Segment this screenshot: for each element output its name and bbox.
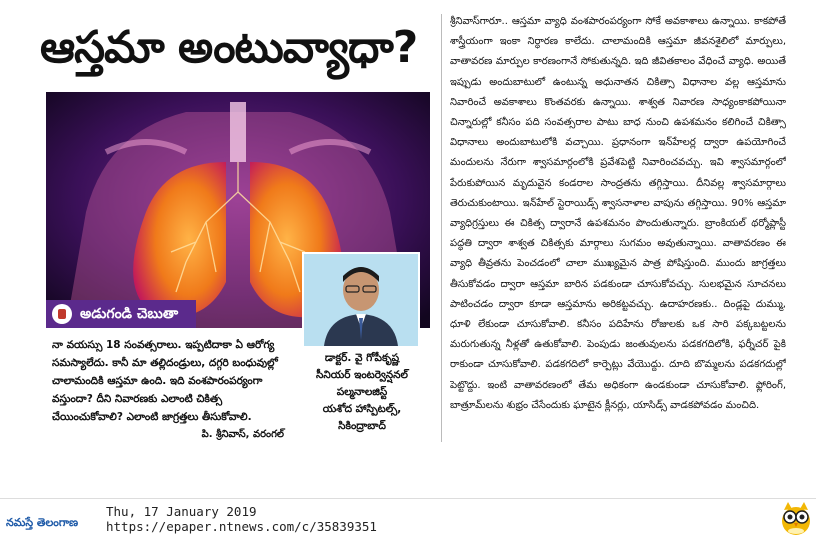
epaper-url[interactable]: https://epaper.ntnews.com/c/35839351 (106, 519, 377, 534)
article-headline: ఆస్తమా అంటువ్యాధా? (40, 22, 418, 73)
doctor-hospital: యశోద హాస్పిటల్స్, (322, 403, 402, 415)
column-name: అడుగండి చెబుతా (80, 306, 179, 322)
doctor-credit (290, 350, 434, 435)
column-divider (441, 14, 442, 442)
doctor-city: సికింద్రాబాద్ (338, 420, 386, 432)
reader-question: నా వయస్సు 18 సంవత్సరాలు. ఇప్పటిదాకా ఏ ఆరోగ్య సమస్యాలేదు. కానీ మా తల్లిదండ్రులు, దగ్గరి బంధువుల్లో చాలామందికి ఆస్తమా ఉంది. ఇది వంశపారంపర్యంగా వస్తుందా? దీని నివారణకు ఎలాంటి చికిత్స చేయించుకోవాలి? ఎలాంటి జాగ్రత్తలు తీసుకోవాలి. (52, 339, 278, 423)
owl-mascot-icon[interactable] (780, 500, 812, 536)
doctor-answer: శ్రీనివాస్‌గారూ.. ఆస్తమా వ్యాధి వంశపారంపర్యంగా సోకే అవకాశాలు ఉన్నాయి. కాకపోతే శాస్త్రీయంగా ఇంకా నిర్ధారణ కాలేదు. చాలామందికి ఆస్తమా జీవనశైలిలో మార్పులు, వాతావరణ మార్పుల కారణంగానే సోకుతున్నది. ఇది జీవితకాలం వేధించే వ్యాధి. అయితే ఇప్పుడు అందుబాటులో ఉంటున్న అధునాతన చికిత్సా విధానాల వల్ల ఆస్తమాను నివారించే అవకాశాలు కొంతవరకు ఉన్నాయి. శాశ్వత నివారణ సాధ్యంకాకపోయినా చిన్నారుల్లో కనీసం పది సంవత్సరాల పాటు బాధ నుంచి ఉపశమనం కలిగించే చికిత్సా విధానాలు అందుబాటులోకి వచ్చాయి. ప్రధానంగా ఇన్‌హేలర్ల ద్వారా ఉపయోగించే మందులను నేరుగా శ్వాసమార్గంలోకి ప్రవేశపెట్టి నివారించవచ్చు. ఇవి శ్వాసమార్గంలో పేరుకుపోయిన మృదువైన కండరాల సాంద్రతను తగ్గిస్తాయి. దీనివల్ల శ్వాసమార్గాలు తెరుచుకుంటాయి. ఇన్‌హేల్ స్టెరాయిడ్స్ శ్వాసనాళాల వాపును తగ్గిస్తాయి. 90% ఆస్తమా వ్యాధిగ్రస్తులు ఈ చికిత్స ద్వారానే ఉపశమనం పొందుతున్నారు. బ్రాంకియల్ థర్మోప్లాస్టీ పద్ధతి ద్వారా శాశ్వత చికిత్సకు మార్గాలు సుగమం అవుతున్నాయి. వాతావరణం ఈ వ్యాధి తీవ్రతను పెంచడంలో చాలా ముఖ్యమైన పాత్ర పోషిస్తుంది. ముందు జాగ్రత్తలు తీసుకోవడం ద్వారా ఆస్తమా బారిన పడకుండా చూసుకోవచ్చు. సులభమైన సూచనలు పాటించడం ద్వారా కూడా ఆస్తమాను అరికట్టవచ్చు. ఉదాహరణకు.. దిండ్లపై దుమ్ము, ధూళి లేకుండా చూసుకోవాలి. కనీసం పదిహేను రోజులకు ఒక సారి పక్కబట్టలను మరుగుతున్న నీళ్లతో ఉతుకోవాలి. పెంపుడు జంతువులను పడకగదిలోకి, ఫర్నీచర్ పైకి రాకుండా చూసుకోవాలి. పడకగదిలో కార్పెట్లు వేయొద్దు. దూది బొమ్మలను పడకగదుల్లో పెట్టొద్దు. ఇంటి వాతావరణంలో తేమ అధికంగా ఉండకుండా చూసుకోవాలి. ఫ్లోరింగ్, బాత్రూమ్‌లను శుభ్రం చేసేందుకు ఘాటైన క్లీనర్లు, యాసిడ్స్ వాడకపోవడం మంచిది. (450, 16, 786, 411)
questioner-signature: పి. శ్రీనివాస్, వరంగల్ (201, 429, 284, 440)
edition-date: Thu, 17 January 2019 (106, 504, 257, 519)
publication-logo[interactable]: నమస్తే తెలంగాణ (6, 516, 79, 529)
footer-meta (106, 504, 526, 534)
footer-rule (0, 498, 816, 499)
doctor-designation: సీనియర్ ఇంటర్వెన్షనల్ పల్మనాలజిస్ట్ (315, 369, 408, 398)
doctor-photo (302, 252, 420, 348)
doctor-badge-icon (52, 304, 72, 324)
doctor-name: డాక్టర్. వై గోపీకృష్ణ (324, 352, 400, 364)
column-tag (46, 300, 196, 328)
